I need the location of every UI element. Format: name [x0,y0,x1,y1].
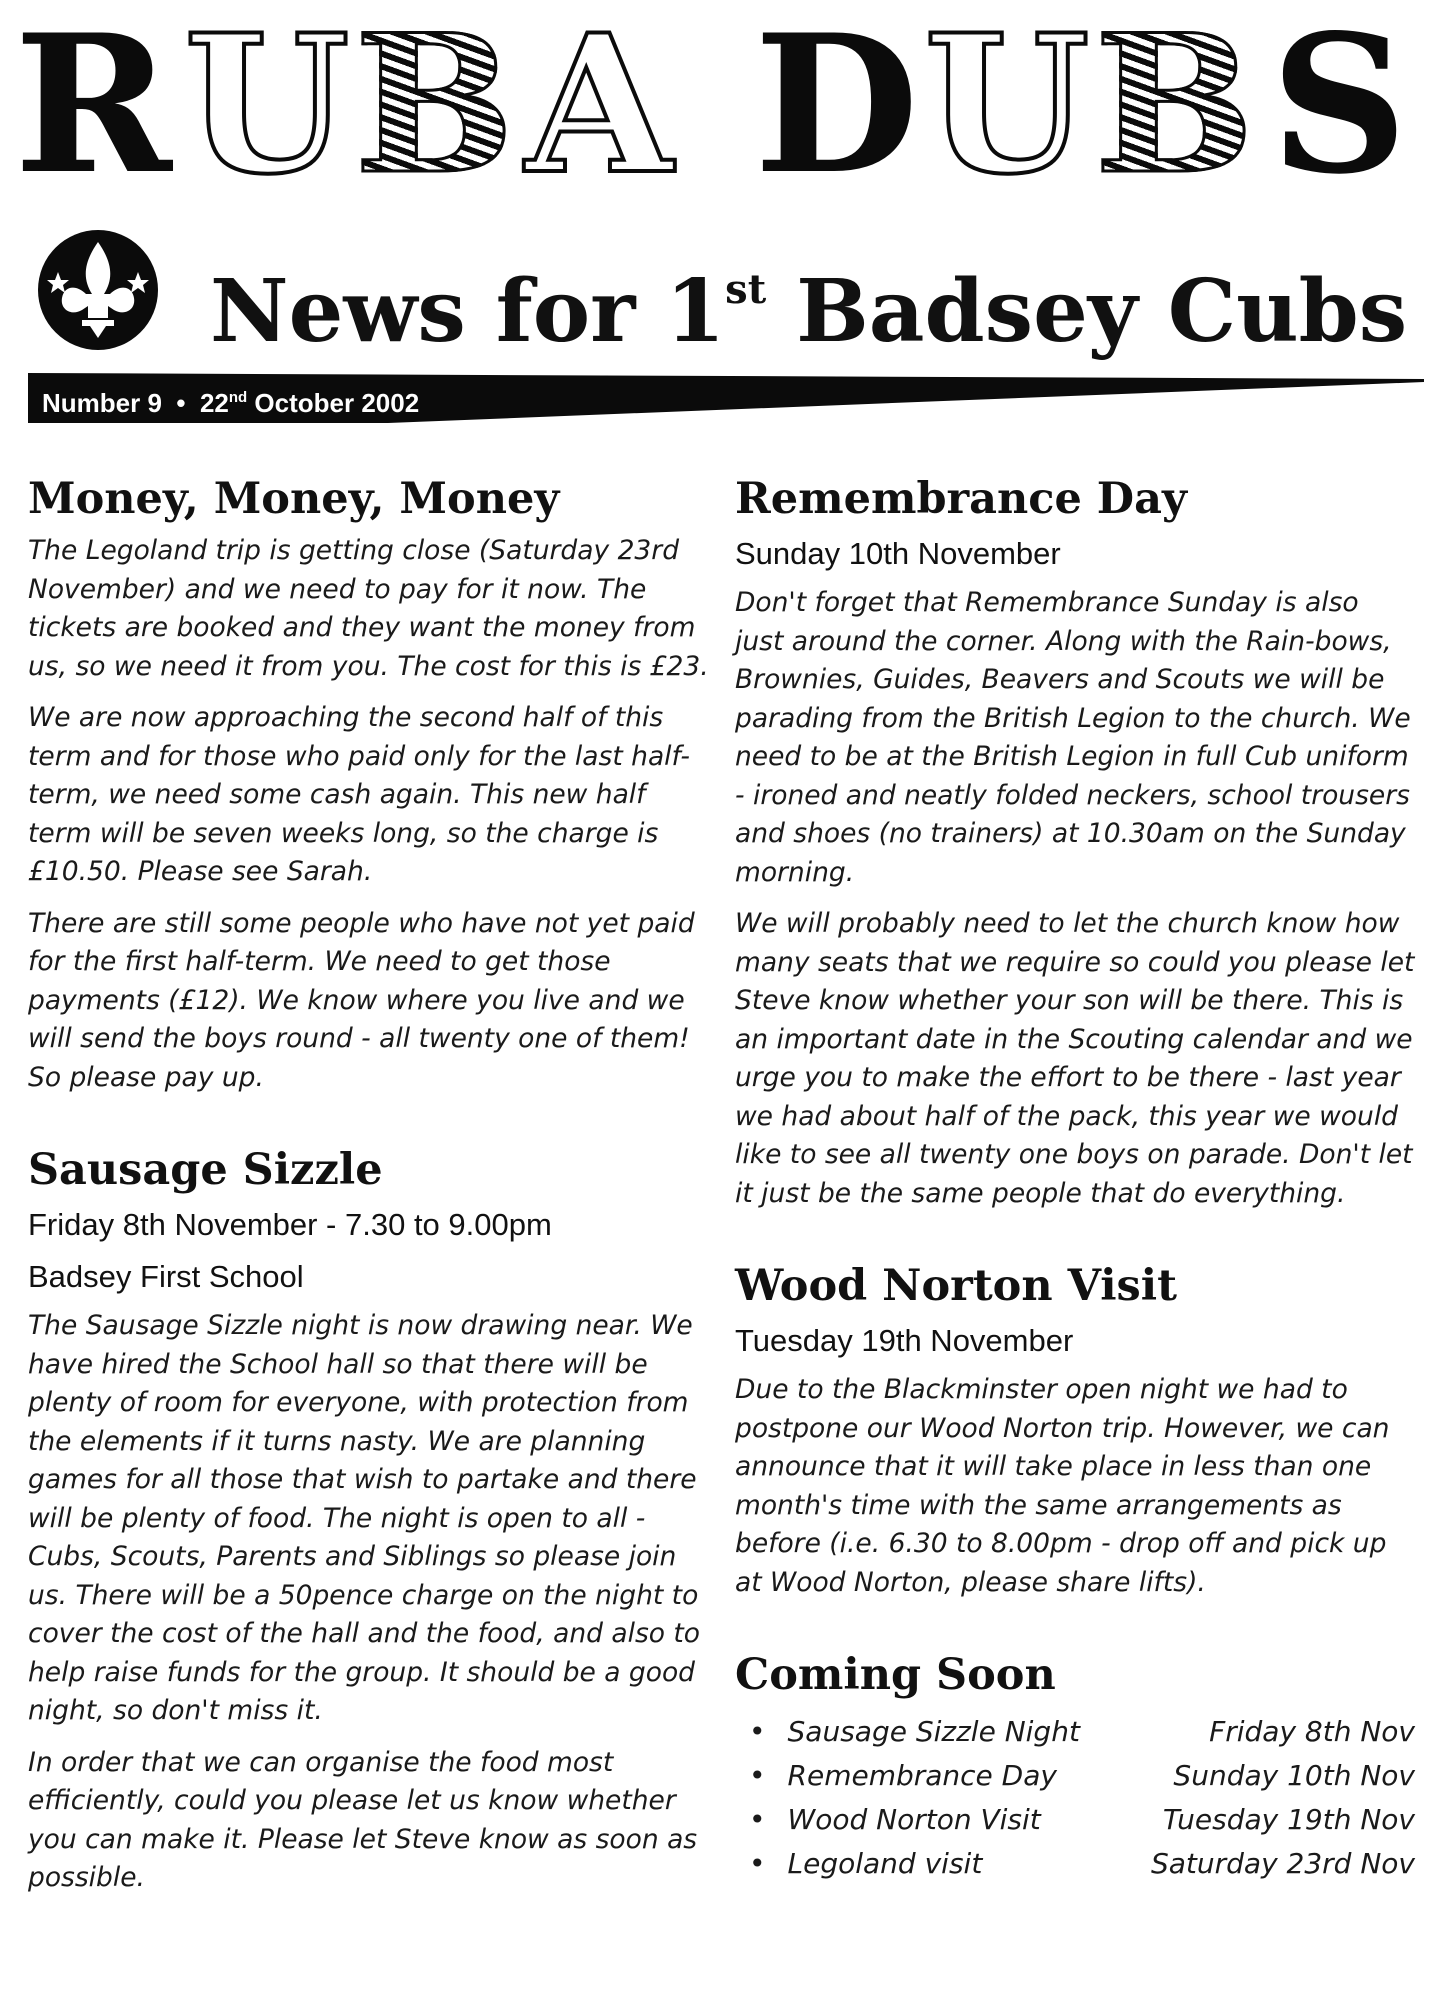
issue-number: Number 9 [42,388,162,418]
event-date: Sunday 10th Nov [1173,1759,1415,1792]
article-title: Money, Money, Money [28,474,560,524]
left-column [28,470,712,1942]
masthead-letter-b2: B [1094,0,1255,216]
article-subtitle: Tuesday 19th November [735,1323,1074,1358]
article-title: Remembrance Day [735,474,1187,524]
list-item [735,1710,1415,1754]
article-paragraph: Due to the Blackminster open night we had to postpone our Wood Norton trip. However, we can announce that it will take place in less than one month's time with the same arrangements as before (i.e. 6.30 to 8.00pm - drop off and pick up at Wood Norton, please share lifts). [735,1374,1390,1598]
event-name: Sausage Sizzle Night [787,1715,1080,1748]
bullet: • [749,1803,766,1836]
masthead-title [14,0,1414,216]
masthead-letter-u2: U [924,0,1090,216]
article-remembrance [735,470,1415,1213]
masthead [14,0,1414,216]
list-item [735,1842,1415,1886]
list-item [735,1798,1415,1842]
masthead-letter-s: S [1270,0,1408,216]
article-paragraph: Don't forget that Remembrance Sunday is also just around the corner. Along with the Rain-bows, Brownies, Guides, Beavers and Scouts we will be parading from the British Legion to the church. We need to be at the British Legion in full Cub uniform - ironed and neatly folded neckers, school trousers and shoes (no trainers) at 10.30am on the Sunday morning. [735,587,1411,888]
right-column [735,470,1415,1930]
coming-soon-list [735,1710,1415,1886]
article-title: Sausage Sizzle [28,1145,383,1195]
bullet: • [749,1847,766,1880]
subtitle-superscript: st [725,266,767,313]
article-paragraph: There are still some people who have not yet paid for the first half-term. We need to get those payments (£12). We know where you live and we will send the boys round - all twenty one of them! So please pay up. [28,907,695,1093]
event-name: Legoland visit [787,1847,983,1880]
article-sausage-sizzle [28,1141,712,1898]
coming-soon-title: Coming Soon [735,1650,1056,1700]
article-money [28,470,712,1097]
event-date: Friday 8th Nov [1209,1715,1415,1748]
bullet: • [749,1759,766,1792]
article-subtitle: Friday 8th November - 7.30 to 9.00pm [28,1207,552,1242]
event-date: Saturday 23rd Nov [1150,1847,1415,1880]
subtitle-prefix: News for 1 [210,261,726,362]
masthead-letter-b: B [354,0,515,216]
masthead-letter-u: U [184,0,350,216]
issue-bar [28,373,1424,423]
article-paragraph: The Sausage Sizzle night is now drawing near. We have hired the School hall so that there will be plenty of room for everyone, with protection from the elements if it turns nasty. We are planning games for all those that wish to partake and there will be plenty of food. The night is open to all - Cubs, Scouts, Parents and Siblings so please join us. There will be a 50pence charge on the night to cover the cost of the hall and the food, and also to help raise funds for the group. It should be a good night, so don't miss it. [28,1310,701,1726]
subtitle-suffix: Badsey Cubs [766,261,1408,362]
article-wood-norton [735,1257,1415,1602]
article-paragraph: We will probably need to let the church know how many seats that we require so could you please let Steve know whether your son will be there. This is an important date in the Scouting calendar and we urge you to make the effort to be there - last year we had about half of the pack, this year we would like to see all twenty one boys on parade. Don't let it just be the same people that do everything. [735,908,1415,1209]
coming-soon [735,1646,1415,1886]
masthead-letter-d: D [754,0,919,216]
article-title: Wood Norton Visit [735,1261,1177,1311]
article-subtitle: Sunday 10th November [735,536,1061,571]
masthead-letter-a: A [525,0,673,216]
newsletter-subtitle [210,230,1410,360]
issue-month-year: October 2002 [247,388,420,418]
event-date: Tuesday 19th Nov [1162,1803,1415,1836]
article-paragraph: The Legoland trip is getting close (Saturday 23rd November) and we need to pay for it now. The tickets are booked and they want the money from us, so we need it from you. The cost for this is £23. [28,535,709,682]
issue-day-suffix: nd [228,389,248,406]
event-name: Remembrance Day [787,1759,1057,1792]
masthead-letter-r: R [14,0,172,216]
event-name: Wood Norton Visit [787,1803,1041,1836]
issue-separator: • [176,388,186,418]
list-item [735,1754,1415,1798]
issue-info [42,373,419,423]
article-paragraph: We are now approaching the second half of this term and for those who paid only for the last half-term, we need some cash again. This new half term will be seven weeks long, so the charge is £10.50. Please see Sarah. [28,702,690,887]
article-paragraph: In order that we can organise the food most efficiently, could you please let us know whether you can make it. Please let Steve know as soon as possible. [28,1746,698,1893]
article-subtitle: Badsey First School [28,1259,304,1294]
issue-day: 22 [199,388,229,418]
scout-fleur-de-lis-icon [36,228,160,352]
bullet: • [749,1715,766,1748]
